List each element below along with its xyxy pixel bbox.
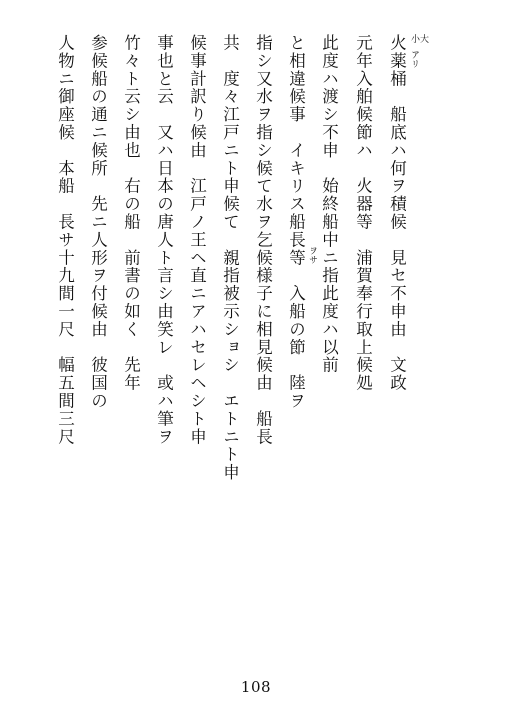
ruby-wosa: ヲサ (307, 246, 317, 264)
text-column-9: 竹々ト云シ由也 右の船 前書の如く 先年 (121, 34, 141, 392)
text-column-8: 事也と云 又ハ日本の唐人ト言シ由笑レ 或ハ筆ヲ (154, 34, 174, 446)
text-column-10: 参候船の通ニ候所 先ニ人形ヲ付候由 彼国の (88, 34, 108, 410)
text-column-6: 共 度々江戸ニト申候て 親指被示ショシ エトニト申 (220, 34, 240, 482)
ari-note: アリ (409, 50, 419, 68)
text-column-5: 指シ又水ヲ指シ候て水ヲ乞候様子に相見候由 船長 (253, 34, 273, 446)
size-note-left: 小 (409, 34, 419, 43)
text-column-1: 火薬桶 船底ハ何ヲ積候 見セ不申由 文政 (387, 34, 407, 392)
text-column-11: 人物ニ御座候 本船 長サ十九間一尺 幅五間三尺 (55, 34, 75, 446)
page-number: 108 (240, 678, 272, 696)
text-column-4: と相違候事 イキリス船長等 入船の節 陸ヲ (286, 34, 306, 410)
text-column-3: 此度ハ渡シ不申 始終船中ニ指此度ハ以前 (319, 34, 339, 375)
size-note-right: 大 (418, 34, 428, 43)
text-column-2: 元年入舶候節ハ 火器等 浦賀奉行取上候処 (353, 34, 373, 392)
text-column-7: 候事計訳り候由 江戸ノ王ヘ直ニアハセレヘシト申 (187, 34, 207, 446)
